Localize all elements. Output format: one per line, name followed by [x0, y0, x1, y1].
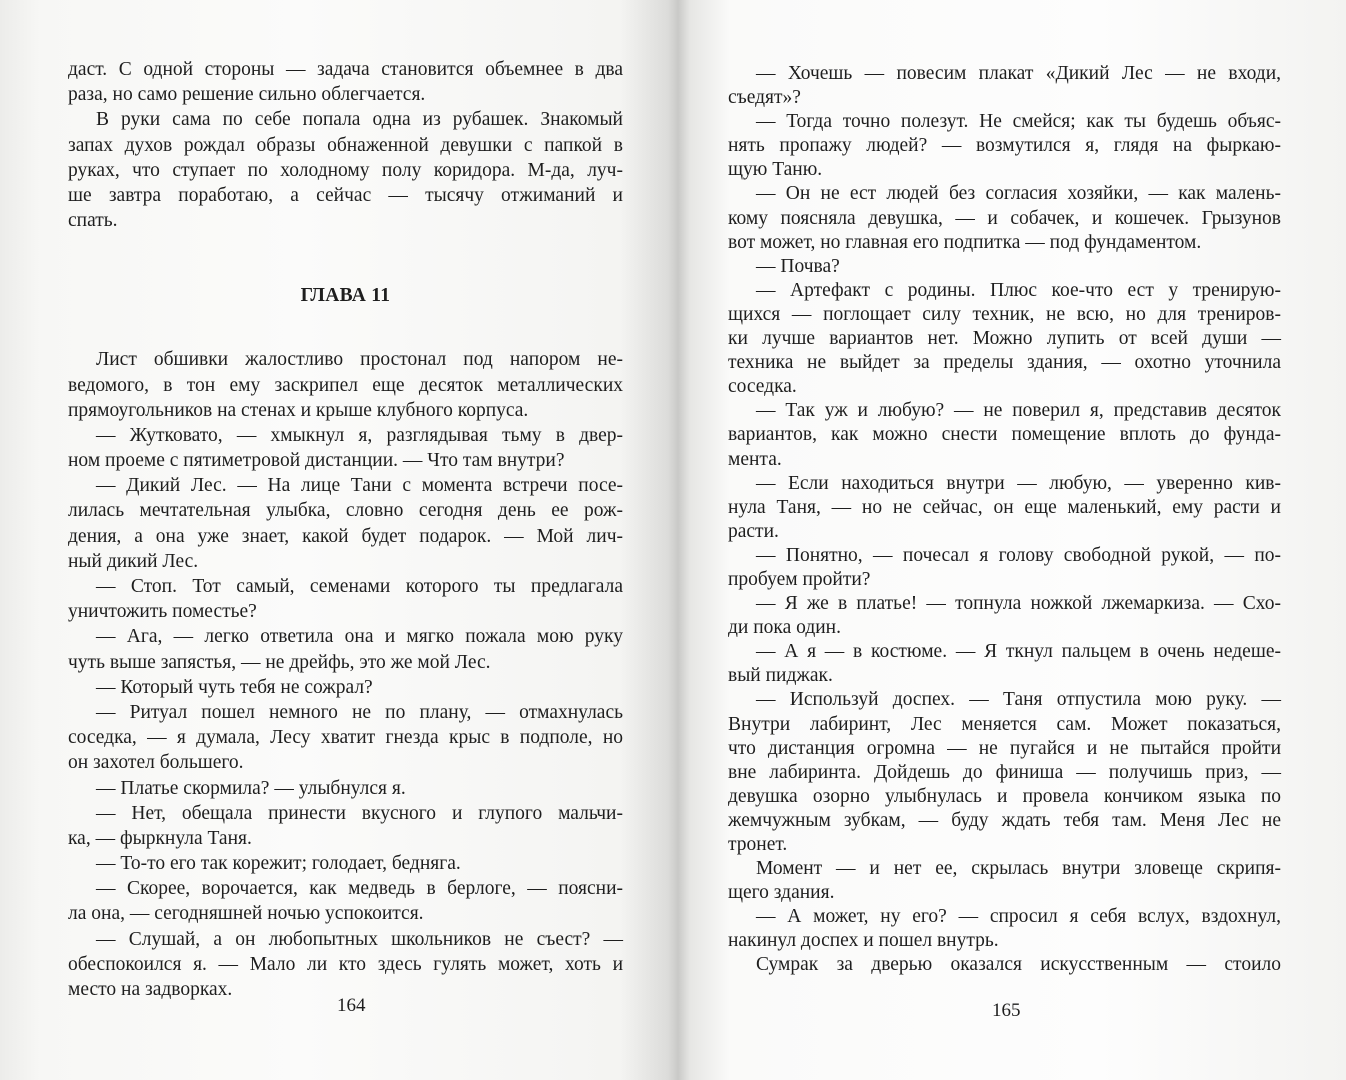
text-line: ла она, — сегодняшней ночью успокоится. — [68, 903, 424, 925]
text-line: кому поясняла девушка, — и собачек, и кошечек. Грызунов — [728, 207, 1281, 229]
text-line: он захотел большего. — [68, 752, 244, 774]
text-line: — Хочешь — повесим плакат «Дикий Лес — не входи, — [756, 63, 1281, 84]
text-line: ведомого, в тон ему заскрипел еще десяток металлических — [68, 374, 623, 396]
text-line: — Стоп. Тот самый, семенами которого ты предлагала — [96, 576, 623, 597]
left-page-chapter-text — [68, 347, 623, 1002]
text-line: — Понятно, — почесал я голову свободной рукой, — по- — [756, 544, 1281, 566]
text-line: место на задворках. — [68, 979, 233, 1000]
text-line: — Артефакт с родины. Плюс кое-что ест у тренирую- — [756, 279, 1281, 301]
text-line: Лист обшивки жалостливо простонал под напором не- — [96, 349, 623, 371]
text-line: даст. С одной стороны — задача становится объемнее в два — [68, 59, 623, 80]
paragraph — [728, 857, 1281, 905]
text-line: — Дикий Лес. — На лице Тани с момента встречи посе- — [96, 475, 623, 497]
text-line: вый пиджак. — [728, 665, 833, 687]
paragraph — [728, 110, 1281, 182]
chapter-heading: ГЛАВА 11 — [300, 285, 391, 307]
text-line: — Он не ест людей без согласия хозяйки, — как малень- — [756, 183, 1281, 205]
text-line: ше завтра поработаю, а сейчас — тысячу отжиманий и — [68, 184, 623, 206]
paragraph — [728, 182, 1281, 254]
paragraph — [728, 279, 1281, 399]
paragraph — [728, 544, 1281, 592]
paragraph — [728, 592, 1281, 640]
paragraph — [68, 347, 623, 423]
text-line: — А может, ну его? — спросил я себя вслух, вздохнул, — [756, 906, 1281, 928]
paragraph — [68, 851, 623, 876]
text-line: лилась мечтательная улыбка, словно сегодня день ее рож- — [68, 500, 623, 522]
right-page-text — [728, 62, 1281, 978]
paragraph — [728, 399, 1281, 471]
text-line: — А я — в костюме. — Я ткнул пальцем в очень недеше- — [756, 641, 1281, 663]
text-line: тронет. — [728, 834, 788, 855]
text-line: обеспокоился я. — Мало ли кто здесь гулять может, хоть и — [68, 953, 623, 975]
text-line: ка, — фыркнула Таня. — [68, 827, 252, 849]
text-line: соседка, — я думала, Лесу хватит гнезда крыс в подполе, но — [68, 727, 623, 749]
text-line: щего здания. — [728, 882, 835, 904]
text-line: ди пока один. — [728, 617, 841, 639]
text-line: — Почва? — [756, 255, 840, 277]
left-page-text-before-chapter — [68, 57, 623, 233]
right-page — [728, 62, 1281, 978]
text-line: — Скорее, ворочается, как медведь в берлоге, — поясни- — [96, 878, 623, 900]
paragraph — [68, 776, 623, 801]
text-line: — Нет, обещала принести вкусного и глупого мальчи- — [96, 802, 623, 824]
text-line: вот может, но главная его подпитка — под фундаментом. — [728, 231, 1202, 253]
text-line: В руки сама по себе попала одна из рубашек. Знакомый — [96, 109, 623, 131]
paragraph — [728, 255, 1281, 279]
text-line: накинул доспех и пошел внутрь. — [728, 930, 999, 952]
text-line: Сумрак за дверью оказался искусственным — стоило — [756, 954, 1281, 976]
text-line: — Так уж и любую? — не поверил я, представив десяток — [756, 400, 1281, 422]
paragraph — [68, 473, 623, 574]
text-line: — Я же в платье! — топнула ножкой лжемаркиза. — Схо- — [756, 593, 1281, 615]
text-line: — Платье скормила? — улыбнулся я. — [96, 777, 406, 799]
text-line: что дистанция огромна — не пугайся и не пытайся пройти — [728, 737, 1281, 759]
paragraph — [728, 472, 1281, 544]
paragraph — [68, 423, 623, 473]
paragraph — [68, 107, 623, 233]
text-line: щую Таню. — [728, 159, 823, 181]
paragraph — [68, 801, 623, 851]
paragraph — [728, 905, 1281, 953]
text-line: — Используй доспех. — Таня отпустила мою руку. — — [756, 689, 1281, 711]
text-line: щихся — поглощает силу техник, не всю, но для трениров- — [728, 303, 1281, 325]
text-line: раза, но само решение сильно облегчается. — [68, 84, 426, 106]
text-line: нять пропажу людей? — возмутился я, глядя на фыркаю- — [728, 135, 1281, 157]
left-page — [68, 57, 623, 1002]
paragraph — [68, 57, 623, 107]
text-line: соседка. — [728, 376, 797, 398]
text-line: запах духов рождал образы обнаженной девушки с папкой в — [68, 134, 623, 156]
text-line: — Ритуал пошел немного не по плану, — отмахнулась — [96, 701, 623, 723]
text-line: съедят»? — [728, 87, 801, 109]
paragraph — [728, 62, 1281, 110]
text-line: вне лабиринта. Дойдешь до финиша — получишь приз, — — [728, 761, 1281, 783]
text-line: жемчужным зубкам, — буду ждать тебя там. Меня Лес не — [728, 809, 1281, 831]
paragraph — [728, 953, 1281, 977]
paragraph — [68, 624, 623, 674]
text-line: вариантов, как можно снести помещение вплоть до фунда- — [728, 424, 1281, 446]
text-line: расти. — [728, 520, 779, 542]
paragraph — [68, 700, 623, 776]
text-line: уничтожить поместье? — [68, 601, 257, 623]
page-number-left: 164 — [337, 995, 366, 1016]
text-line: руках, что ступает по холодному полу коридора. М-да, луч- — [68, 159, 623, 181]
text-line: — То-то его так корежит; голодает, бедняга. — [96, 853, 461, 875]
text-line: пробуем пройти? — [728, 568, 871, 590]
paragraph — [728, 640, 1281, 688]
text-line: — Который чуть тебя не сожрал? — [96, 676, 373, 698]
text-line: ки лучше вариантов нет. Можно лупить от всей души — — [728, 328, 1281, 350]
text-line: техника не выйдет за пределы здания, — охотно уточнила — [728, 352, 1281, 374]
text-line: — Жутковато, — хмыкнул я, разглядывая тьму в двер- — [96, 424, 623, 446]
text-line: — Ага, — легко ответила она и мягко пожала мою руку — [96, 626, 623, 648]
text-line: девушка озорно улыбнулась и провела кончиком языка по — [728, 785, 1281, 807]
paragraph — [68, 574, 623, 624]
text-line: — Тогда точно полезут. Не смейся; как ты будешь объяс- — [756, 111, 1281, 133]
paragraph — [68, 876, 623, 926]
text-line: спать. — [68, 210, 118, 232]
paragraph — [68, 675, 623, 700]
text-line: нула Таня, — но не сейчас, он еще маленький, ему расти и — [728, 496, 1281, 518]
paragraph — [728, 688, 1281, 857]
text-line: чуть выше запястья, — не дрейфь, это же мой Лес. — [68, 651, 491, 673]
text-line: — Если находиться внутри — любую, — уверенно кив- — [756, 472, 1281, 494]
text-line: — Слушай, а он любопытных школьников не съест? — — [96, 928, 623, 950]
text-line: дения, а она уже знает, какой будет подарок. — Мой лич- — [68, 525, 623, 547]
text-line: прямоугольников на стенах и крыше клубного корпуса. — [68, 399, 529, 421]
text-line: Внутри лабиринт, Лес меняется сам. Может показаться, — [728, 713, 1281, 735]
page-number-right: 165 — [992, 1000, 1021, 1021]
text-line: Момент — и нет ее, скрылась внутри зловеще скрипя- — [756, 858, 1281, 880]
text-line: мента. — [728, 448, 782, 470]
paragraph — [68, 927, 623, 1003]
text-line: ный дикий Лес. — [68, 550, 199, 572]
text-line: ном проеме с пятиметровой дистанции. — Что там внутри? — [68, 450, 565, 472]
